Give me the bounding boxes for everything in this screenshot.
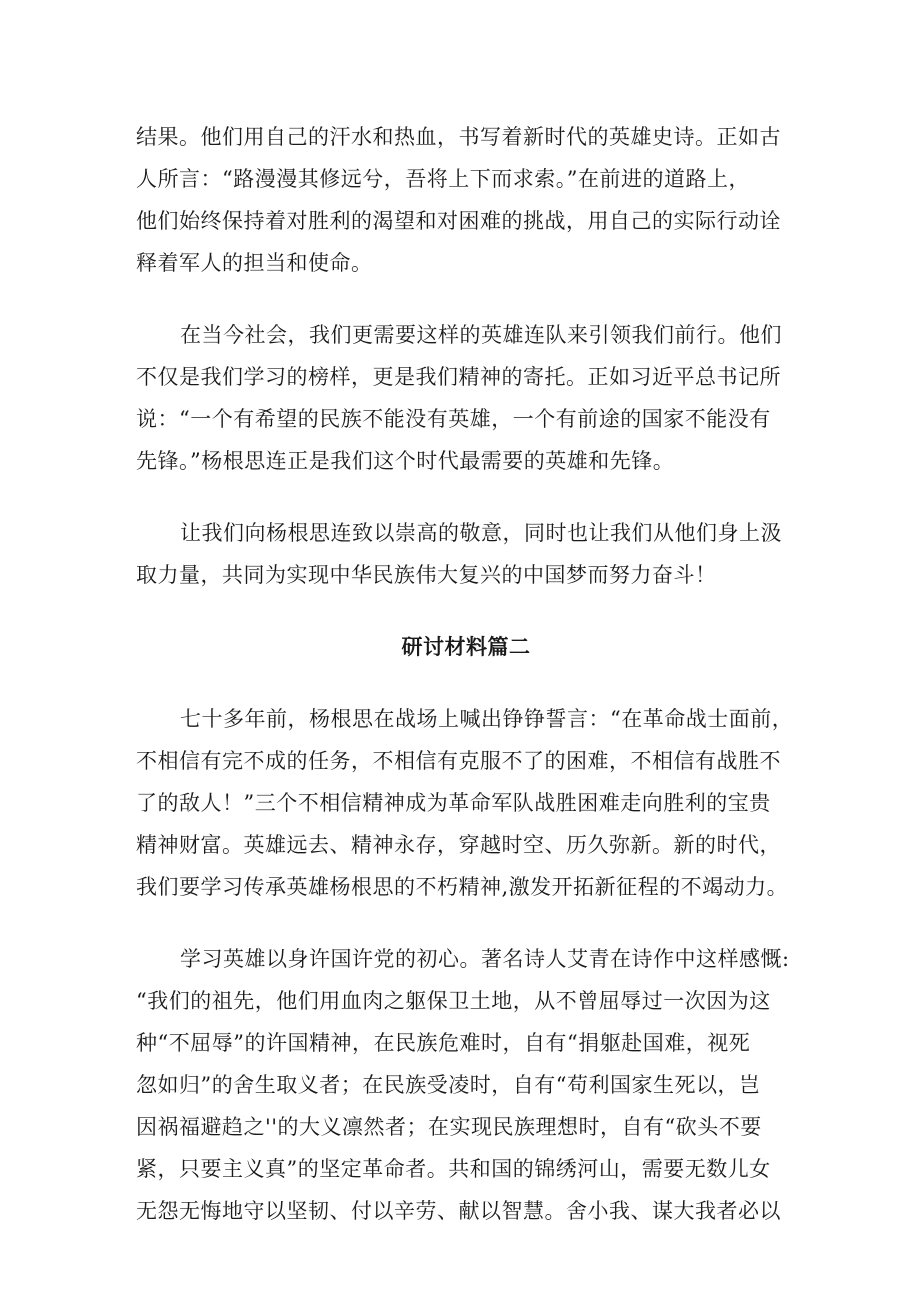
text-line: 在当今社会，我们更需要这样的英雄连队来引领我们前行。他们: [180, 323, 782, 347]
text-line: 忽如归”的舍生取义者；在民族受凌时，自有“苟利国家生死以，岂: [136, 1073, 761, 1097]
text-line: 不相信有完不成的任务，不相信有克服不了的困难，不相信有战胜不: [136, 749, 781, 773]
text-line: 种“不屈辱”的许国精神，在民族危难时，自有“捐躯赴国难，视死: [136, 1031, 751, 1055]
text-line: 了的敌人！”三个不相信精神成为革命军队战胜困难走向胜利的宝贵: [136, 791, 771, 815]
text-line: 不仅是我们学习的榜样，更是我们精神的寄托。正如习近平总书记所: [136, 365, 781, 389]
text-line: 结果。他们用自己的汗水和热血，书写着新时代的英雄史诗。正如古: [136, 125, 781, 149]
text-line: 取力量，共同为实现中华民族伟大复兴的中国梦而努力奋斗！: [136, 563, 717, 587]
text-line: 精神财富。英雄远去、精神永存，穿越时空、历久弥新。新的时代，: [136, 833, 781, 857]
text-line: 先锋。”杨根思连正是我们这个时代最需要的英雄和先锋。: [136, 449, 675, 473]
text-line: 因祸福避趋之''的大义凛然者；在实现民族理想时，自有“砍头不要: [136, 1115, 762, 1139]
text-line: 让我们向杨根思连致以崇高的敬意，同时也让我们从他们身上汲: [180, 521, 782, 545]
paragraph-gap: [136, 668, 796, 698]
text-line: 无怨无悔地守以坚韧、付以辛劳、献以智慧。舍小我、谋大我者必以: [136, 1199, 781, 1223]
text-line: 人所言：“路漫漫其修远兮，吾将上下而求索。”在前进的道路上，: [136, 167, 750, 191]
paragraph-gap: [136, 596, 796, 626]
text-line: 我们要学习传承英雄杨根思的不朽精神,激发开拓新征程的不竭动力。: [136, 875, 789, 899]
text-line: 学习英雄以身许国许党的初心。著名诗人艾青在诗作中这样感慨:: [180, 947, 790, 971]
text-line: 说：“一个有希望的民族不能没有英雄，一个有前途的国家不能没有: [136, 407, 771, 431]
document-body: [136, 116, 796, 1232]
paragraph-tribute: [136, 512, 796, 596]
text-line: “我们的祖先，他们用血肉之躯保卫土地，从不曾屈辱过一次因为这: [136, 989, 771, 1013]
paragraph-heroic-epic: [136, 116, 796, 284]
paragraph-oath: [136, 698, 796, 908]
text-line: 释着军人的担当和使命。: [136, 251, 373, 275]
text-line: 紧，只要主义真”的坚定革命者。共和国的锦绣河山，需要无数儿女: [136, 1157, 771, 1181]
text-line: 他们始终保持着对胜利的渴望和对困难的挑战，用自己的实际行动诠: [136, 209, 781, 233]
paragraph-gap: [136, 284, 796, 314]
paragraph-hero-company: [136, 314, 796, 482]
section-title: 研讨材料篇二: [401, 634, 531, 659]
paragraph-learning-hero: [136, 938, 796, 1232]
paragraph-gap: [136, 908, 796, 938]
paragraph-gap: [136, 482, 796, 512]
text-line: 七十多年前，杨根思在战场上喊出铮铮誓言：“在革命战士面前，: [180, 707, 794, 731]
